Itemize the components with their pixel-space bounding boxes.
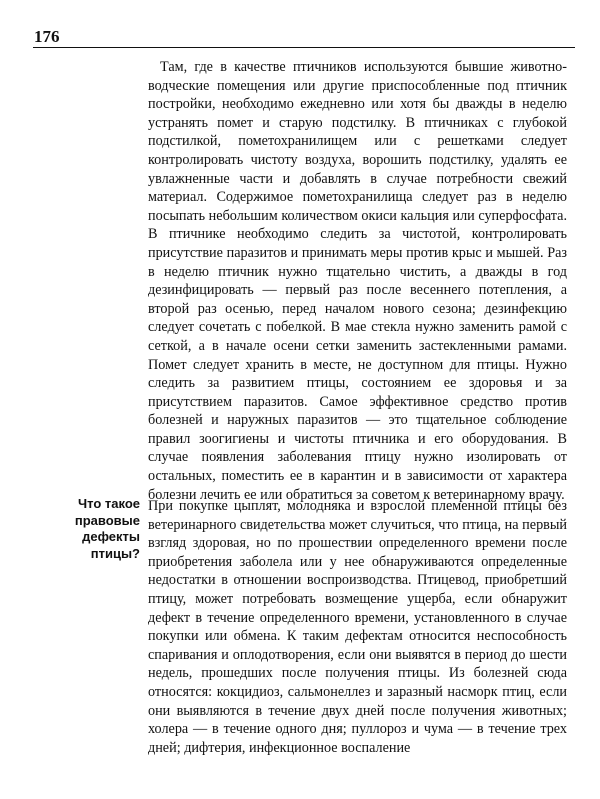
body-paragraph-1: Там, где в качестве птичников используются бывшие животноводческие помещения или другие приспособленные под птичник постройки, необходимо ежедневно или хотя бы дважды в неделю устранять помет и старую подстилку. В птичниках с глубокой подстилкой, пометохранилищем или с решетками следует контролировать чистоту воздуха, ворошить подстилку, удалять ее увлажненные части и добавлять в случае потребности свежий материал. Содержимое пометохранилища следует раз в неделю посыпать небольшим количеством окиси кальция или суперфосфата. В птичнике необходимо следить за чистотой, контролировать присутствие паразитов и принимать меры против крыс и мышей. Раз в неделю птичник нужно тщательно чистить, а дважды в год дезинфицировать — первый раз после весеннего потепления, а второй раз осенью, перед началом нового сезона; дезинфекцию следует сочетать с побелкой. В мае стекла нужно заменить рамой с сеткой, а в начале осени сетки заменить застекленными рамами. Помет следует хранить в месте, не доступном для птицы. Нужно следить за развитием птицы, состоянием ее здоровья и за присутствием паразитов. Самое эффективное средство против болезней и наружных паразитов — это тщательное соблюдение правил зоогигиены и чистоты птичника и его оборудования. В случае появления заболевания птицу нужно изолировать от остальных, поместить ее в карантин и в зависимости от характера болезни лечить ее или обратиться за советом к ветеринарному врачу.: [148, 59, 567, 503]
page-number: 176: [34, 27, 60, 46]
body-paragraph-2: При покупке цыплят, молодняка и взрослой племенной птицы без ветеринарного свидетельства может случиться, что птица, на первый взгляд здоровая, но по прошествии определенного времени после приобретения заболела или у нее обнаруживаются определенные недостатки в отношении воспроизводства. Птицевод, приобретший птицу, может потребовать возмещение ущерба, если обнаружит дефект в течение определенного времени, установленного в случае покупки или обмена. К таким дефектам относится неспособность спаривания и оплодотворения, если они выявятся в период до шести недель, прошедших после получения птицы. Из болезней сюда относятся: кокцидиоз, сальмонеллез и заразный насморк птиц, если они выявляются в течение двух дней после получения животных; холера — в течение одного дня; пуллороз и чума — в течение трех дней; дифтерия, инфекционное воспаление: [148, 498, 567, 756]
header-rule: [33, 47, 575, 48]
margin-heading: Что такое правовые дефекты птицы?: [74, 496, 140, 561]
